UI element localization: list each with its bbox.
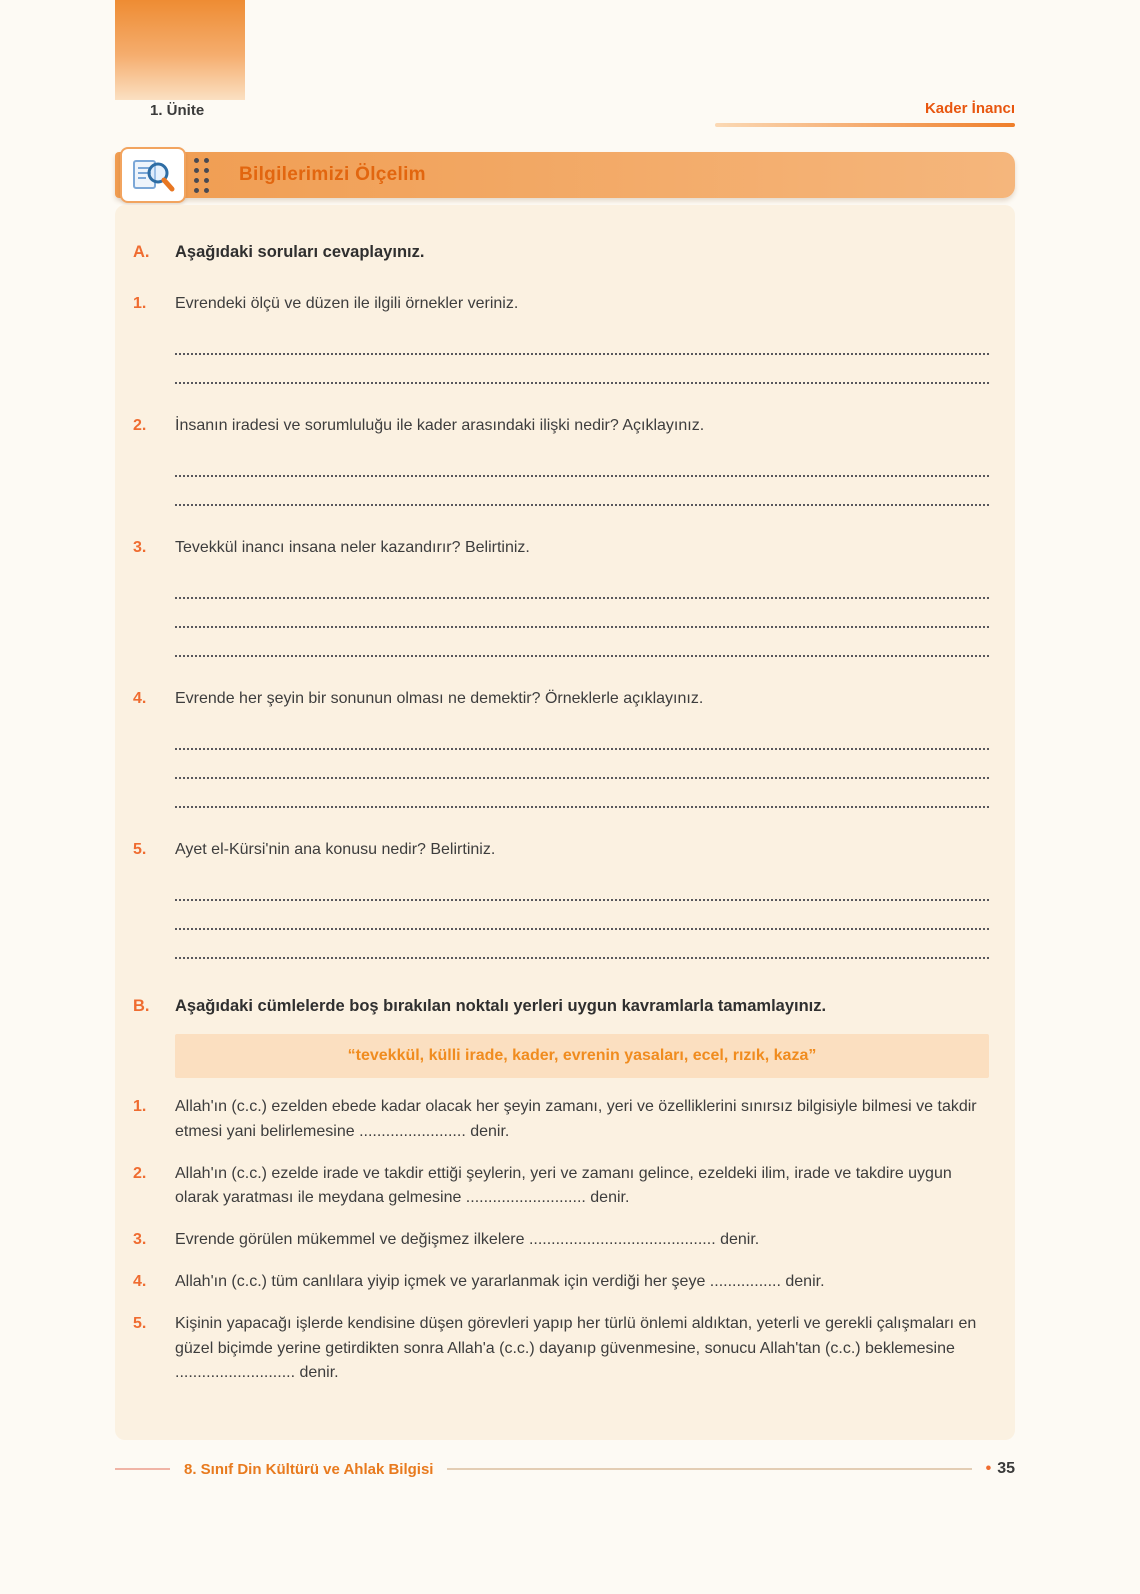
page-number [986, 1460, 1015, 1478]
fill-in-number: 3. [133, 1231, 147, 1249]
question-number: 5. [133, 841, 147, 858]
question-number: 2. [133, 417, 147, 434]
question-text: Tevekkül inancı insana neler kazandırır? Belirtiniz. [175, 539, 530, 556]
fill-in-text: Evrende görülen mükemmel ve değişmez ilkelere .......................................... denir. [175, 1231, 760, 1249]
fill-in-text: Allah'ın (c.c.) ezelde irade ve takdir ettiği şeylerin, yeri ve zamanı gelince, ezeldeki ilim, irade ve takdire uygun olarak yaratması ile meydana gelmesine ........................... denir. [175, 1164, 952, 1207]
question-item [133, 539, 989, 657]
fill-in-text: Allah'ın (c.c.) ezelden ebede kadar olacak her şeyin zamanı, yeri ve özelliklerini sınırsız bilgisiyle bilmesi ve takdir etmesi yani belirlemesine ........................ denir. [175, 1098, 977, 1140]
magnifier-documents-svg [130, 156, 176, 194]
fill-in-number: 1. [133, 1098, 147, 1115]
fill-in-item [133, 1162, 989, 1212]
page-footer [115, 1460, 1015, 1478]
question-item [133, 295, 989, 384]
answer-lines [175, 326, 989, 384]
question-item [133, 417, 989, 506]
answer-line [175, 901, 989, 930]
magnifier-documents-icon [120, 147, 186, 203]
answer-line [175, 355, 989, 384]
fill-in-item [133, 1095, 989, 1145]
dot-grid-decoration [194, 158, 209, 193]
section-header-bar [115, 152, 1015, 198]
fill-in-text: Allah'ın (c.c.) tüm canlılara yiyip içmek ve yararlanmak için verdiği her şeye ................ denir. [175, 1272, 825, 1290]
word-bank: “tevekkül, külli irade, kader, evrenin yasaları, ecel, rızık, kaza” [175, 1034, 989, 1078]
footer-line-short [115, 1468, 170, 1470]
answer-line [175, 448, 989, 477]
answer-line [175, 477, 989, 506]
question-number: 1. [133, 295, 147, 312]
question-item [133, 690, 989, 808]
section-a-heading [133, 243, 989, 262]
fill-in-number: 4. [133, 1272, 147, 1290]
answer-line [175, 570, 989, 599]
footer-book-title: 8. Sınıf Din Kültürü ve Ahlak Bilgisi [184, 1460, 434, 1478]
answer-lines [175, 570, 989, 657]
topic-header [715, 100, 1015, 127]
answer-line [175, 628, 989, 657]
section-b-heading [133, 997, 989, 1016]
answer-line [175, 721, 989, 750]
section-a-label: A. [133, 243, 150, 261]
unit-label: 1. Ünite [150, 102, 205, 119]
content-panel [115, 205, 1015, 1440]
unit-color-block [115, 0, 245, 100]
page-top-row [115, 102, 1015, 136]
section-b-title: Aşağıdaki cümlelerde boş bırakılan noktalı yerleri uygun kavramlarla tamamlayınız. [175, 997, 827, 1015]
footer-line-long [447, 1468, 971, 1470]
answer-line [175, 872, 989, 901]
fill-in-text: Kişinin yapacağı işlerde kendisine düşen görevleri yapıp her türlü önlemi aldıktan, yeterli ve gerekli çalışmaları en güzel biçimde yerine getirdikten sonra Allah'a (c.c.) dayanıp güvenmesine, sonucu Allah'tan (c.c.) beklemesine ........................... denir. [175, 1314, 977, 1382]
page-number-value: 35 [997, 1460, 1015, 1477]
answer-line [175, 326, 989, 355]
question-item [133, 841, 989, 959]
section-a [133, 243, 989, 959]
section-b-label: B. [133, 997, 150, 1015]
answer-line [175, 779, 989, 808]
answer-lines [175, 448, 989, 506]
question-text: Ayet el-Kürsi'nin ana konusu nedir? Belirtiniz. [175, 841, 496, 858]
answer-lines [175, 721, 989, 808]
question-text: İnsanın iradesi ve sorumluluğu ile kader arasındaki ilişki nedir? Açıklayınız. [175, 417, 705, 434]
topic-underline [715, 123, 1015, 127]
fill-in-item [133, 1270, 989, 1295]
section-header-title: Bilgilerimizi Ölçelim [239, 164, 426, 185]
fill-in-number: 2. [133, 1164, 147, 1182]
question-number: 3. [133, 539, 147, 556]
answer-line [175, 599, 989, 628]
question-number: 4. [133, 690, 147, 707]
fill-in-item [133, 1312, 989, 1386]
topic-label: Kader İnancı [924, 100, 1015, 117]
fill-in-number: 5. [133, 1314, 147, 1332]
page-number-marker: • [985, 1460, 992, 1477]
section-b [133, 997, 989, 1386]
fill-in-item [133, 1228, 989, 1253]
section-a-title: Aşağıdaki soruları cevaplayınız. [175, 243, 425, 261]
answer-lines [175, 872, 989, 959]
question-text: Evrendeki ölçü ve düzen ile ilgili örnekler veriniz. [175, 295, 519, 312]
question-text: Evrende her şeyin bir sonunun olması ne demektir? Örneklerle açıklayınız. [175, 690, 704, 707]
answer-line [175, 930, 989, 959]
answer-line [175, 750, 989, 779]
